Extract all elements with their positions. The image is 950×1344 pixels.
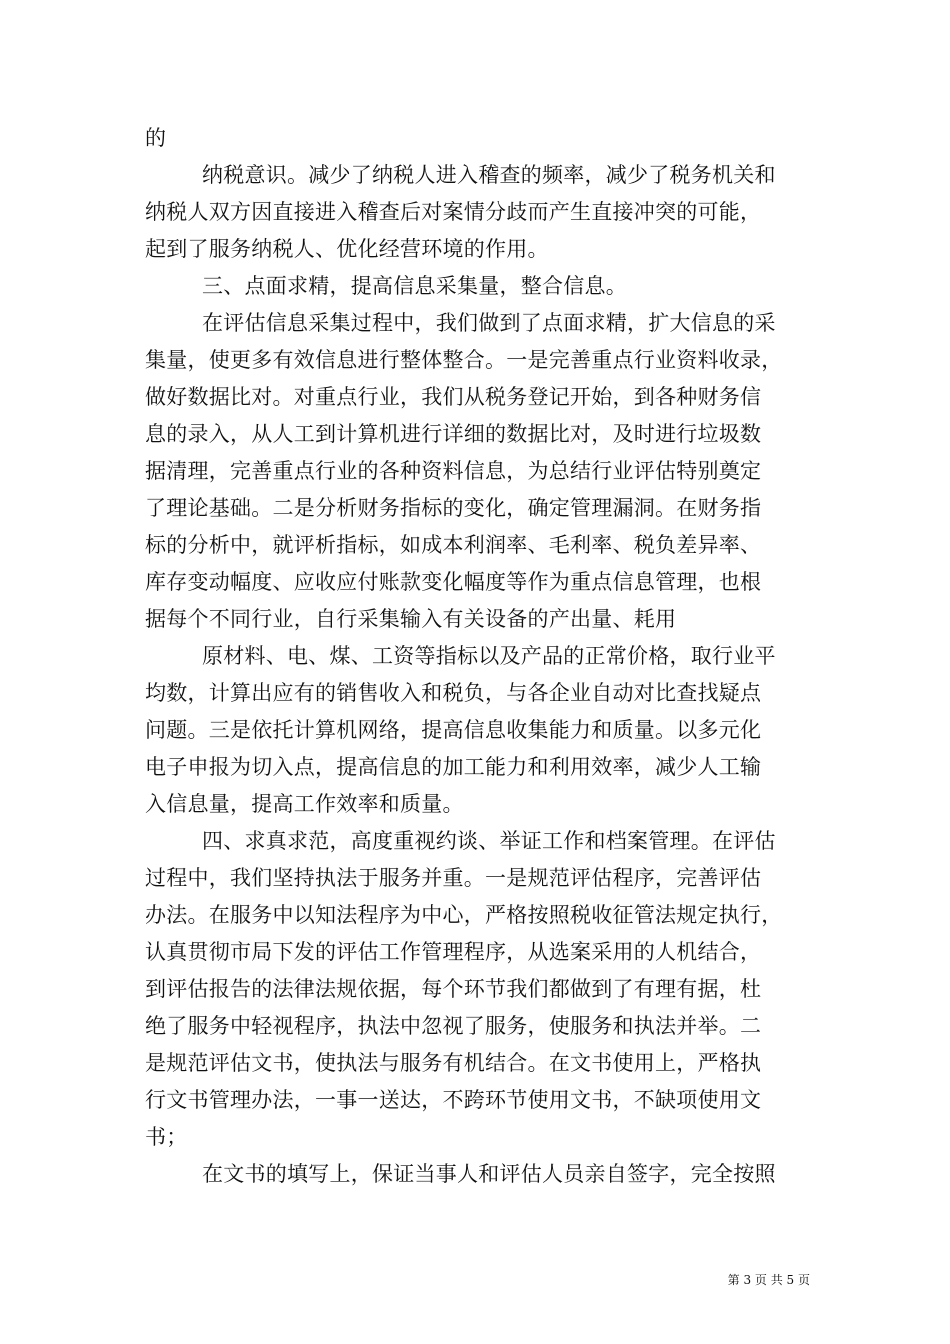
text-line: 是规范评估文书，使执法与服务有机结合。在文书使用上，严格执 xyxy=(145,1051,762,1075)
text-line: 库存变动幅度、应收应付账款变化幅度等作为重点信息管理，也根 xyxy=(145,570,762,594)
text-line: 做好数据比对。对重点行业，我们从税务登记开始，到各种财务信 xyxy=(145,385,762,409)
text-line: 据每个不同行业，自行采集输入有关设备的产出量、耗用 xyxy=(145,607,677,631)
text-line: 过程中，我们坚持执法于服务并重。一是规范评估程序，完善评估 xyxy=(145,866,762,890)
section-heading: 三、点面求精，提高信息采集量，整合信息。 xyxy=(202,274,627,298)
text-line: 到评估报告的法律法规依据，每个环节我们都做到了有理有据，杜 xyxy=(145,977,762,1001)
text-line: 纳税人双方因直接进入稽查后对案情分歧而产生直接冲突的可能， xyxy=(145,200,762,224)
text-line: 行文书管理办法，一事一送达，不跨环节使用文书，不缺项使用文 xyxy=(145,1088,762,1112)
page-number: 第 3 页 共 5 页 xyxy=(727,1273,810,1287)
text-line: 电子申报为切入点，提高信息的加工能力和利用效率，减少人工输 xyxy=(145,755,762,779)
text-line: 办法。在服务中以知法程序为中心，严格按照税收征管法规定执行， xyxy=(145,903,783,927)
text-line: 息的录入，从人工到计算机进行详细的数据比对，及时进行垃圾数 xyxy=(145,422,762,446)
text-line: 据清理，完善重点行业的各种资料信息，为总结行业评估特别奠定 xyxy=(145,459,762,483)
text-line: 的 xyxy=(145,126,167,150)
text-line: 集量，使更多有效信息进行整体整合。一是完善重点行业资料收录， xyxy=(145,348,783,372)
text-line: 书； xyxy=(145,1125,188,1149)
text-line: 纳税意识。减少了纳税人进入稽查的频率，减少了税务机关和 xyxy=(202,163,776,187)
text-line: 起到了服务纳税人、优化经营环境的作用。 xyxy=(145,237,549,261)
text-line: 均数，计算出应有的销售收入和税负，与各企业自动对比查找疑点 xyxy=(145,681,762,705)
text-line: 认真贯彻市局下发的评估工作管理程序，从选案采用的人机结合， xyxy=(145,940,762,964)
text-line: 绝了服务中轻视程序，执法中忽视了服务，使服务和执法并举。二 xyxy=(145,1014,762,1038)
text-line: 了理论基础。二是分析财务指标的变化，确定管理漏洞。在财务指 xyxy=(145,496,762,520)
text-line: 原材料、电、煤、工资等指标以及产品的正常价格，取行业平 xyxy=(202,644,776,668)
section-heading: 四、求真求范，高度重视约谈、举证工作和档案管理。在评估 xyxy=(202,829,776,853)
text-line: 标的分析中，就评析指标，如成本利润率、毛利率、税负差异率、 xyxy=(145,533,762,557)
text-line: 在评估信息采集过程中，我们做到了点面求精，扩大信息的采 xyxy=(202,311,776,335)
text-line: 在文书的填写上，保证当事人和评估人员亲自签字，完全按照 xyxy=(202,1162,776,1186)
text-line: 问题。三是依托计算机网络，提高信息收集能力和质量。以多元化 xyxy=(145,718,762,742)
body-text xyxy=(145,120,810,1193)
text-line: 入信息量，提高工作效率和质量。 xyxy=(145,792,464,816)
